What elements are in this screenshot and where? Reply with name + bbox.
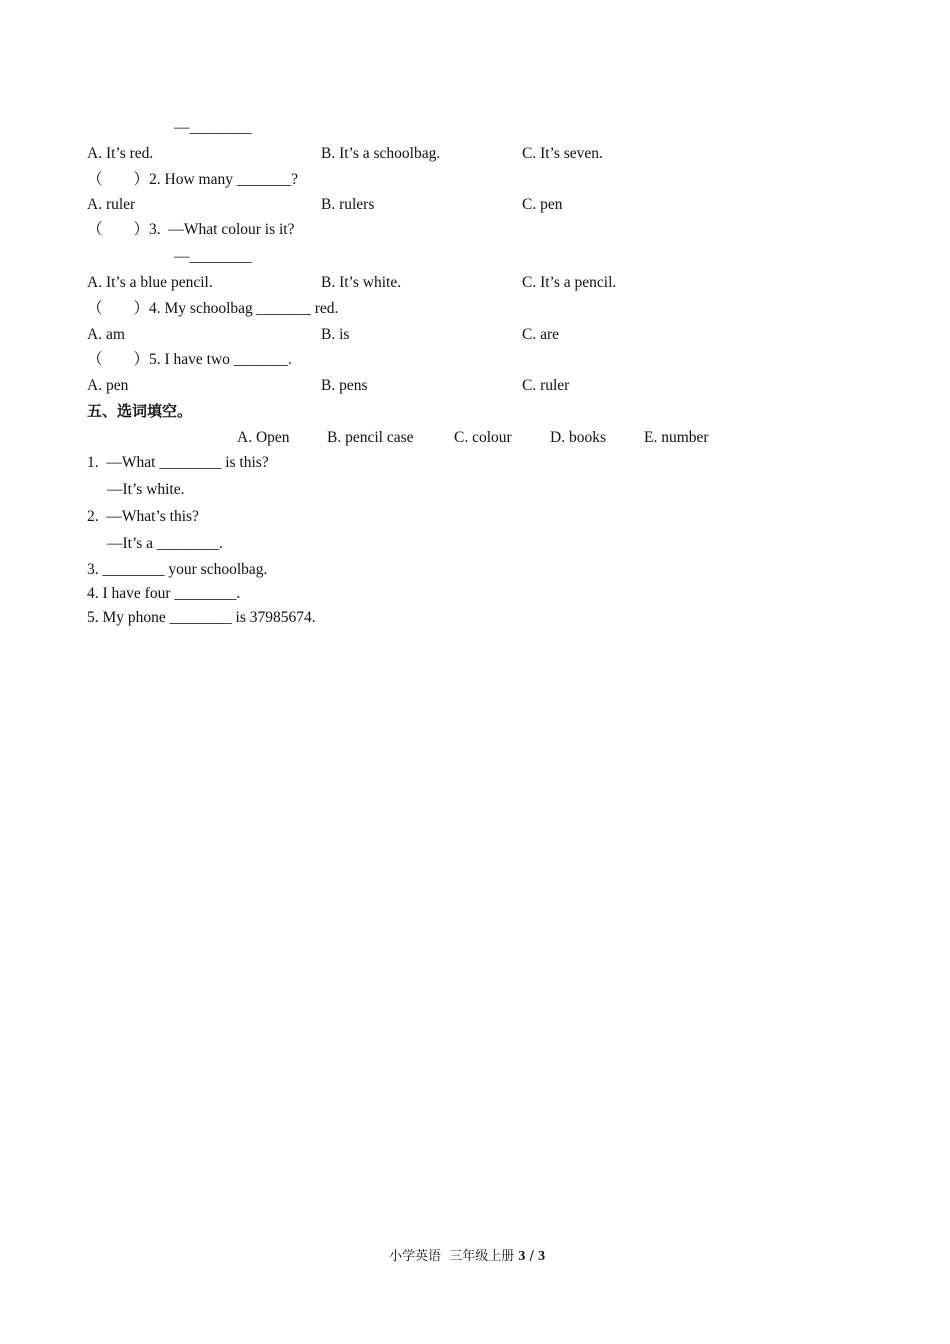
footer-page-number: 3	[518, 1249, 526, 1264]
q3-option-b: B. It’s white.	[321, 274, 402, 291]
footer-label: 小学英语 三年级上册	[389, 1249, 515, 1264]
fill-item-1: 1. —What ________ is this?	[87, 454, 269, 471]
q2-stem: （ ）2. How many _______?	[87, 171, 298, 188]
q3-answer-blank: —________	[174, 248, 252, 265]
fill-item-3: 3. ________ your schoolbag.	[87, 561, 268, 578]
q1-option-c: C. It’s seven.	[522, 145, 603, 162]
q4-option-c: C. are	[522, 326, 560, 343]
word-bank-a: A. Open	[237, 429, 290, 446]
fill-item-2: 2. —What’s this?	[87, 508, 199, 525]
q4-option-a: A. am	[87, 326, 125, 343]
word-bank-c: C. colour	[454, 429, 512, 446]
q5-option-b: B. pens	[321, 377, 368, 394]
page-footer	[389, 1247, 545, 1267]
q4-option-b: B. is	[321, 326, 350, 343]
fill-item-4: 4. I have four ________.	[87, 585, 241, 602]
q1-answer-blank: —________	[174, 119, 252, 136]
fill-item-2-reply: —It’s a ________.	[107, 535, 223, 552]
q5-option-c: C. ruler	[522, 377, 570, 394]
q2-option-c: C. pen	[522, 196, 563, 213]
footer-separator: /	[529, 1249, 534, 1264]
section5-heading: 五、选词填空。	[87, 402, 193, 420]
word-bank-b: B. pencil case	[327, 429, 414, 446]
q3-stem: （ ）3. —What colour is it?	[87, 221, 295, 238]
q1-option-a: A. It’s red.	[87, 145, 154, 162]
q2-option-a: A. ruler	[87, 196, 136, 213]
q3-option-a: A. It’s a blue pencil.	[87, 274, 213, 291]
q1-option-b: B. It’s a schoolbag.	[321, 145, 441, 162]
word-bank-e: E. number	[644, 429, 709, 446]
q4-stem: （ ）4. My schoolbag _______ red.	[87, 300, 339, 317]
q5-option-a: A. pen	[87, 377, 129, 394]
fill-item-5: 5. My phone ________ is 37985674.	[87, 609, 316, 626]
q3-option-c: C. It’s a pencil.	[522, 274, 617, 291]
fill-item-1-reply: —It’s white.	[107, 481, 185, 498]
footer-page-total: 3	[538, 1249, 546, 1264]
q2-option-b: B. rulers	[321, 196, 375, 213]
q5-stem: （ ）5. I have two _______.	[87, 351, 292, 368]
word-bank-d: D. books	[550, 429, 606, 446]
